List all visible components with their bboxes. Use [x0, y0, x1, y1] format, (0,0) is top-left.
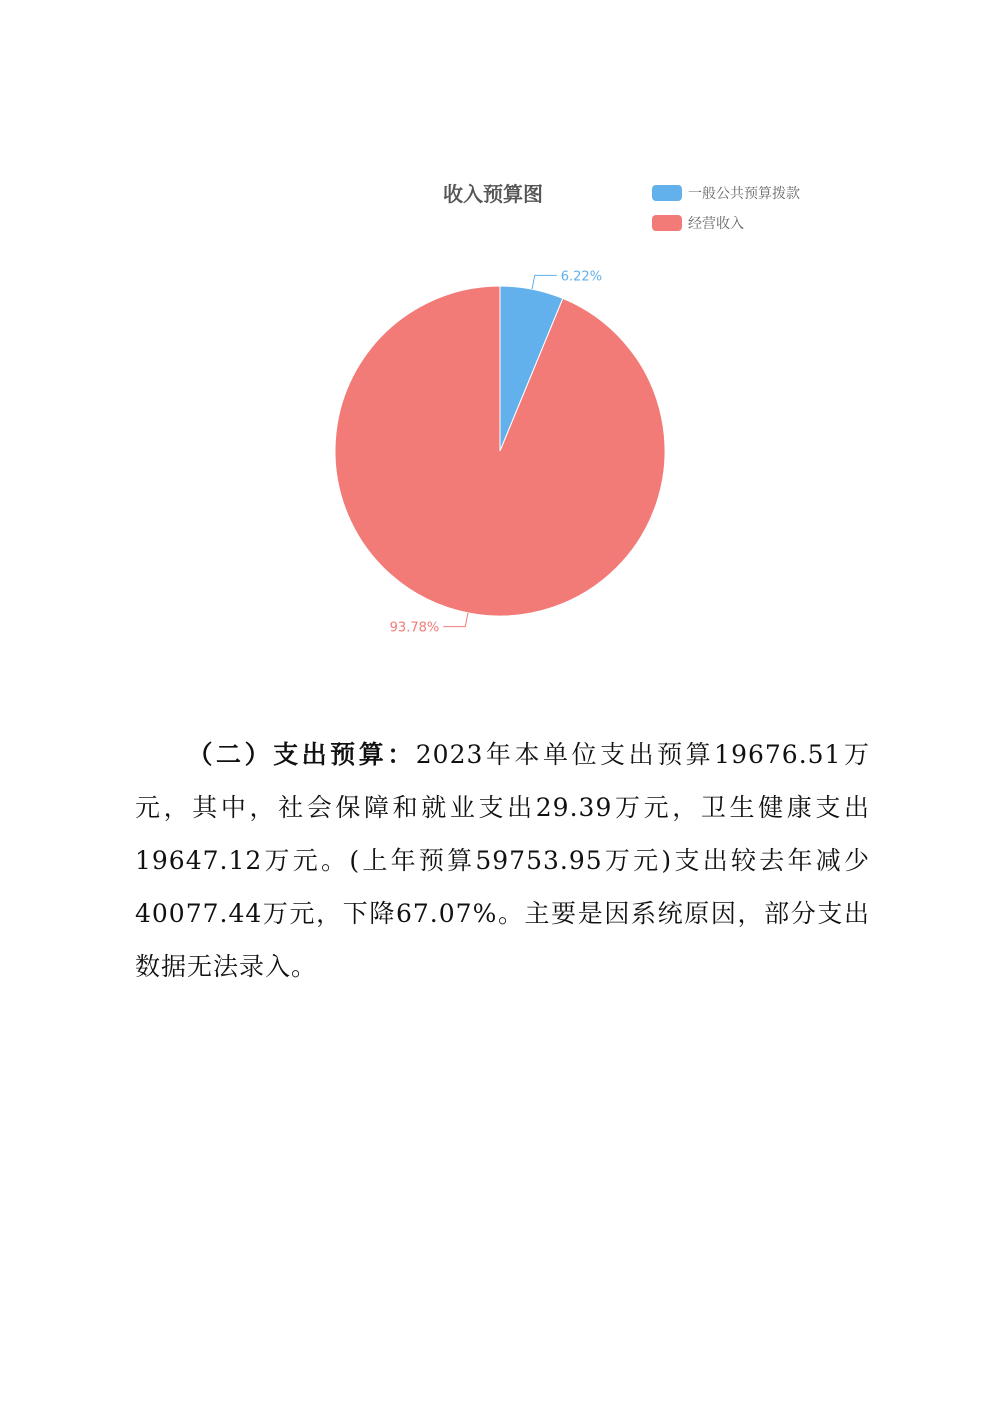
- expenditure-section: [135, 728, 870, 993]
- leader-line-0: [532, 275, 557, 289]
- leader-line-1: [443, 613, 468, 627]
- pie-slice-1[interactable]: [335, 286, 665, 616]
- data-label-1: 93.78%: [389, 620, 440, 636]
- section-heading: （二）支出预算：: [185, 740, 416, 769]
- pie-chart: [300, 160, 840, 650]
- data-label-0: 6.22%: [560, 269, 603, 285]
- income-budget-chart: [300, 160, 840, 650]
- chart-title: 收入预算图: [443, 182, 543, 206]
- legend-label: 一般公共预算拨款: [688, 186, 800, 202]
- legend-label: 经营收入: [688, 216, 744, 232]
- expenditure-paragraph: [135, 728, 870, 993]
- section-body: 2023年本单位支出预算19676.51万元，其中，社会保障和就业支出29.39万元，卫生健康支出19647.12万元。(上年预算59753.95万元)支出较去年减少40077.44万元，下降67.07%。主要是因系统原因，部分支出数据无法录入。: [135, 740, 870, 981]
